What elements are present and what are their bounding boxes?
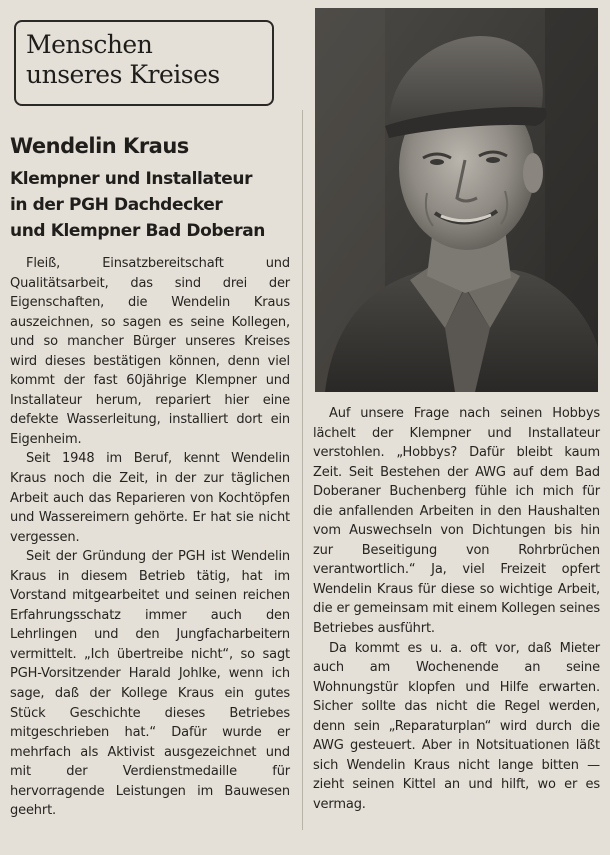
kicker-line-1: Menschen	[26, 30, 153, 59]
subheadline-line-1: Klempner und Installateur	[10, 169, 253, 189]
article-body-right	[313, 404, 600, 814]
subheadline-line-3: und Klempner Bad Doberan	[10, 221, 266, 241]
paragraph: Seit 1948 im Beruf, kennt Wendelin Kraus noch die Zeit, in der zur täglichen Arbeit auch das Reparieren von Kochtöpfen und Wassereimern gehörte. Er hat sie nicht vergessen.	[10, 451, 290, 545]
portrait-photo	[315, 8, 598, 392]
column-kicker-box	[14, 20, 274, 106]
article-headline: Wendelin Kraus	[10, 134, 189, 158]
article-subheadline	[10, 166, 310, 244]
column-divider	[302, 110, 303, 830]
kicker-line-2: unseres Kreises	[26, 60, 220, 89]
paragraph: Auf unsere Frage nach seinen Hobbys lächelt der Klempner und Installateur verstohlen. „Hobbys? Dafür bleibt kaum Zeit. Seit Bestehen der AWG auf dem Bad Doberaner Buchenberg fühle ich mich für die anfallenden Arbeiten in den Haushalten vom Auswechseln von Dichtungen bis hin zur Beseitigung von Rohrbrüchen verantwortlich.“ Ja, viel Freizeit opfert Wendelin Kraus für diese so wichtige Arbeit, die er gemeinsam mit einem Kollegen seines Betriebes ausführt.	[313, 406, 600, 637]
subheadline-line-2: in der PGH Dachdecker	[10, 195, 223, 215]
paragraph: Da kommt es u. a. oft vor, daß Mieter auch am Wochenende an seine Wohnungstür klopfen und Hilfe erwarten. Sicher sollte das nicht die Regel werden, denn sein „Reparaturplan“ wird durch die AWG gesteuert. Aber in Notsituationen läßt sich Wendelin Kraus nicht lange bitten — zieht seinen Kittel an und hilft, wo er es vermag.	[313, 640, 600, 812]
paragraph: Seit der Gründung der PGH ist Wendelin Kraus in diesem Betrieb tätig, hat im Vorstand mitgearbeitet und seinen reichen Erfahrungsschatz immer auch den Lehrlingen und den Jungfacharbeitern vermittelt. „Ich übertreibe nicht“, so sagt PGH-Vorsitzender Harald Johlke, wenn ich sage, daß der Kollege Kraus ein gutes Stück Geschichte dieses Betriebes mitgeschrieben hat.“ Dafür wurde er mehrfach als Aktivist ausgezeichnet und mit der Verdienstmedaille für hervorragende Leistungen im Bauwesen geehrt.	[10, 549, 290, 819]
paragraph: Fleiß, Einsatzbereitschaft und Qualitätsarbeit, das sind drei der Eigenschaften, die Wendelin Kraus auszeichnen, so sagen es seine Kollegen, und so mancher Bürger unseres Kreises wird dieses bestätigen können, denn viel kommt der fast 60jährige Klempner und Installateur herum, repariert hier eine defekte Wasserleitung, installiert dort ein Eigenheim.	[10, 256, 290, 447]
article-body-left	[10, 254, 290, 821]
